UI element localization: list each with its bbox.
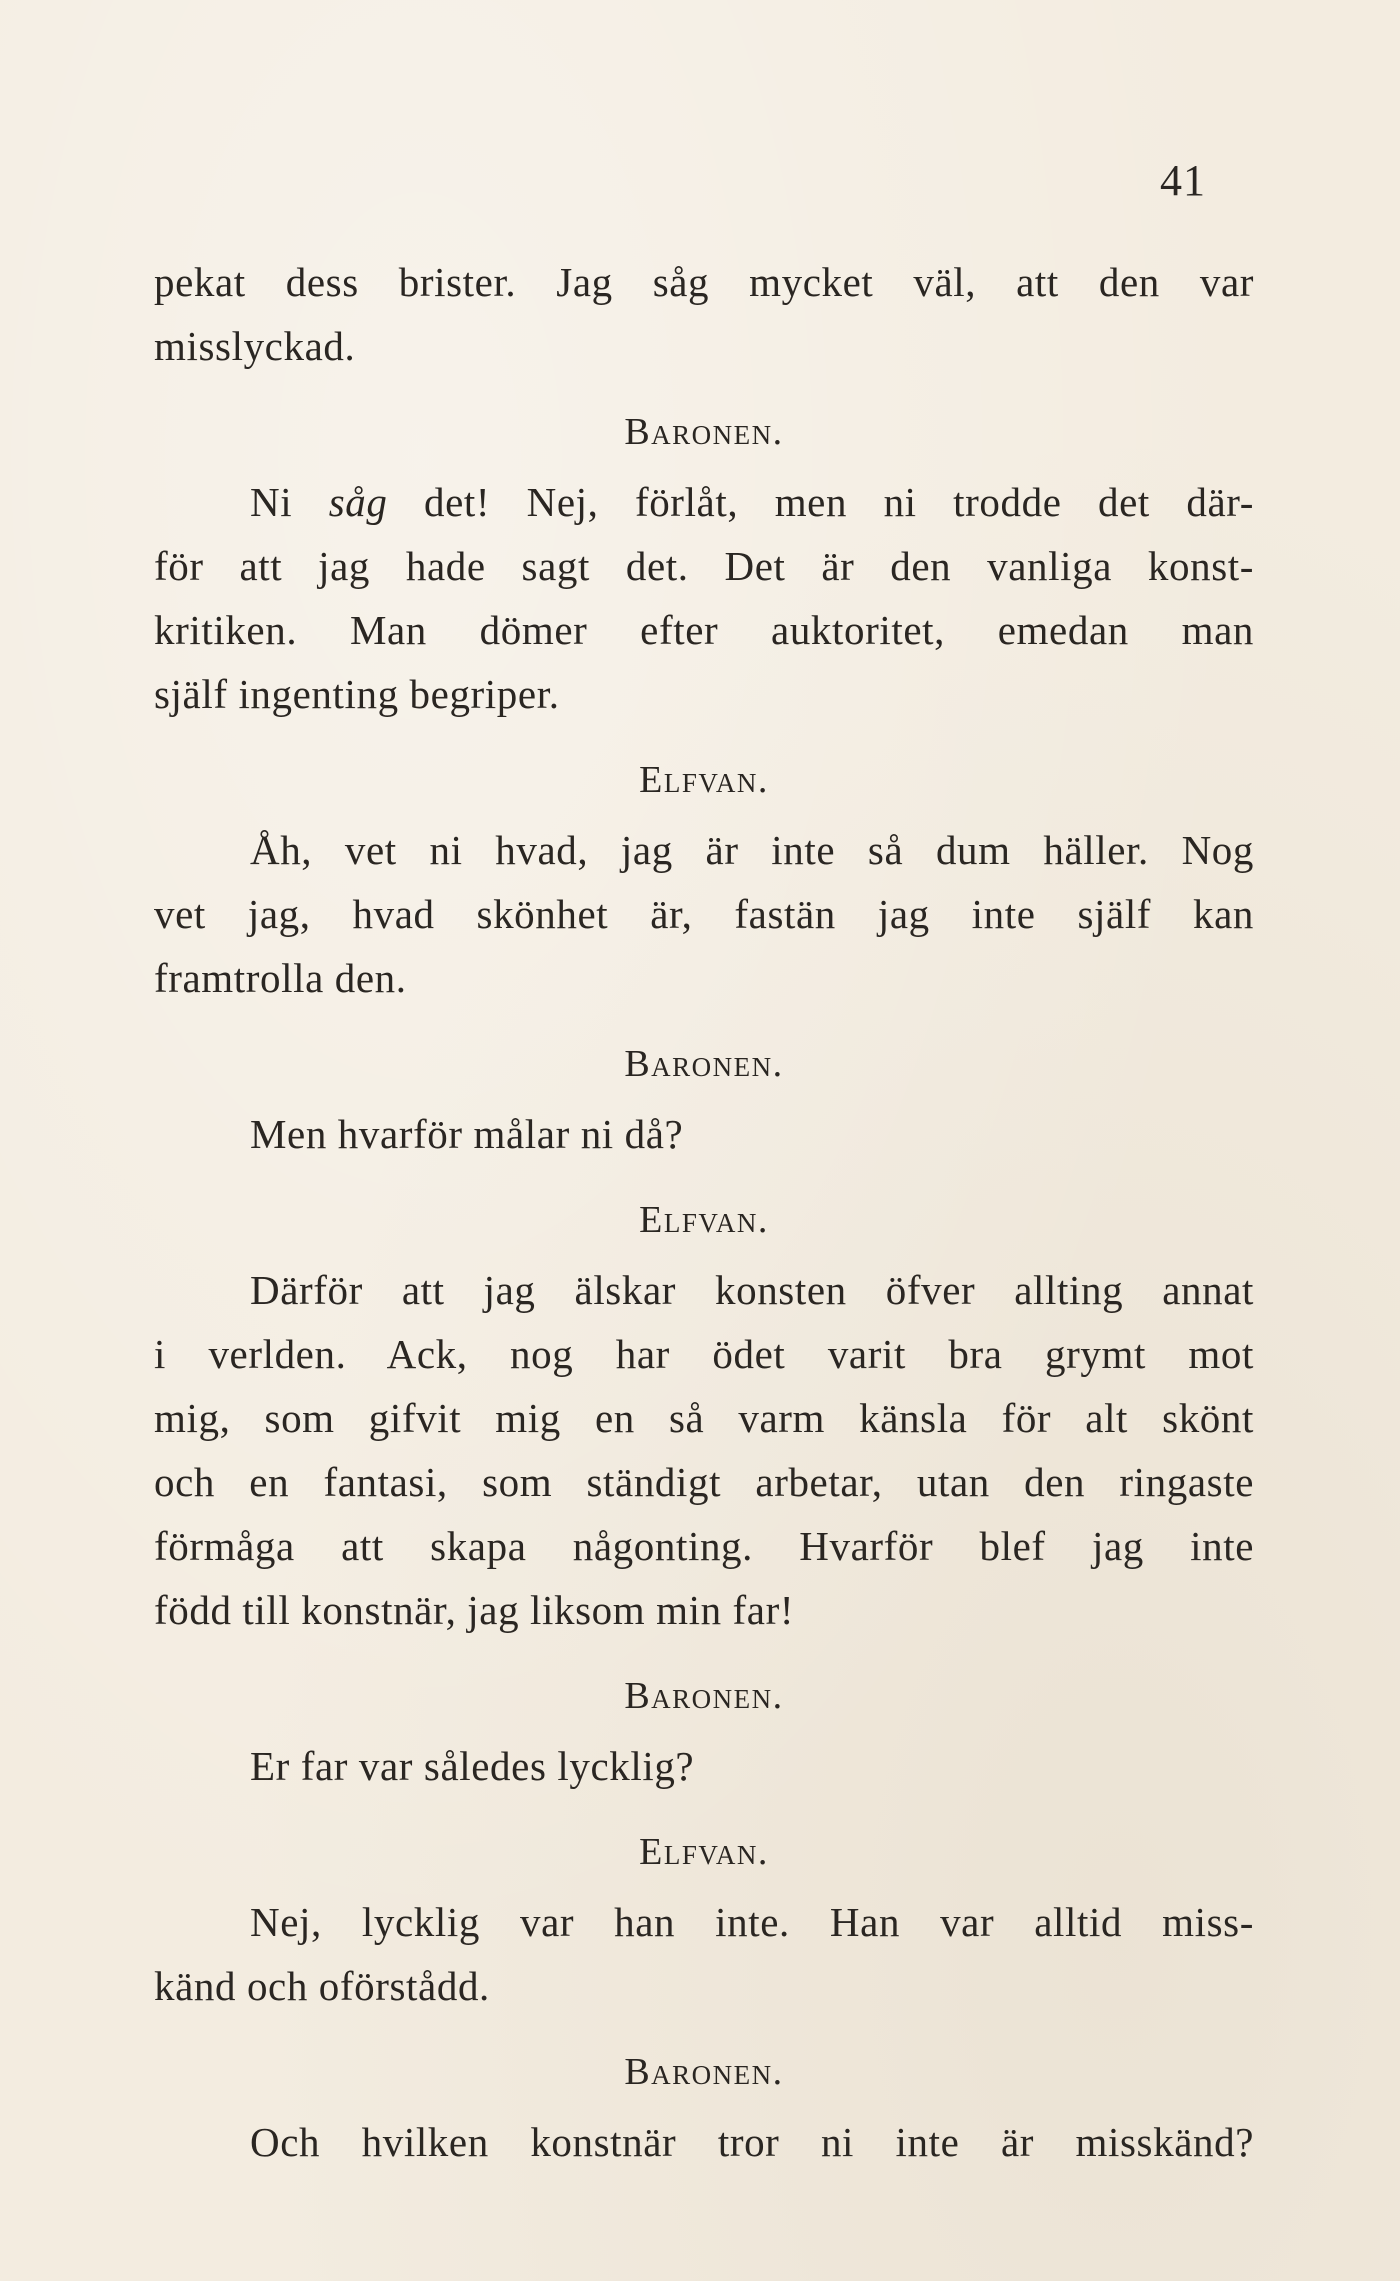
- text-line: Därför att jag älskar konsten öfver allting annat: [250, 1267, 1254, 1313]
- text-line: född till konstnär, jag liksom min far!: [154, 1587, 795, 1633]
- text-line: själf ingenting begriper.: [154, 671, 560, 717]
- dialogue-paragraph: [154, 818, 1254, 1010]
- text-line: och en fantasi, som ständigt arbetar, utan den ringaste: [154, 1459, 1254, 1505]
- text-line: vet jag, hvad skönhet är, fastän jag inte själf kan: [154, 891, 1254, 937]
- text-line: mig, som gifvit mig en så varm känsla för alt skönt: [154, 1395, 1254, 1441]
- speaker-name: Baronen.: [624, 1675, 784, 1717]
- text-line: pekat dess brister. Jag såg mycket väl, att den var: [154, 259, 1254, 305]
- text-span: det! Nej, förlåt, men ni trodde det där-: [387, 479, 1254, 525]
- text-line: förmåga att skapa någonting. Hvarför blef jag inte: [154, 1523, 1254, 1569]
- speaker-name: Baronen.: [624, 411, 784, 453]
- speaker-name: Elfvan.: [639, 759, 769, 801]
- text-line: Åh, vet ni hvad, jag är inte så dum häller. Nog: [250, 827, 1254, 873]
- dialogue-paragraph: [154, 470, 1254, 726]
- text-line: Nej, lycklig var han inte. Han var alltid miss-: [250, 1899, 1254, 1945]
- text-line: Men hvarför målar ni då?: [250, 1111, 684, 1157]
- dialogue-paragraph: [154, 1734, 1254, 1798]
- dialogue-paragraph: [154, 2110, 1254, 2174]
- text-line: Er far var således lycklig?: [250, 1743, 695, 1789]
- text-line: för att jag hade sagt det. Det är den vanliga konst-: [154, 543, 1254, 589]
- body-text: [154, 250, 1254, 2174]
- text-line: kritiken. Man dömer efter auktoritet, emedan man: [154, 607, 1254, 653]
- page-number: 41: [1160, 156, 1206, 205]
- dialogue-paragraph: [154, 250, 1254, 378]
- text-line: [154, 470, 1254, 534]
- speaker-name: Baronen.: [624, 1043, 784, 1085]
- text-line: misslyckad.: [154, 323, 356, 369]
- dialogue-paragraph: [154, 1890, 1254, 2018]
- speaker-name: Elfvan.: [639, 1199, 769, 1241]
- speaker-name: Baronen.: [624, 2051, 784, 2093]
- text-line: i verlden. Ack, nog har ödet varit bra grymt mot: [154, 1331, 1254, 1377]
- text-line: känd och oförstådd.: [154, 1963, 490, 2009]
- text-line: Och hvilken konstnär tror ni inte är misskänd?: [250, 2119, 1254, 2165]
- dialogue-paragraph: [154, 1258, 1254, 1642]
- emphasis-span: såg: [328, 479, 388, 525]
- dialogue-paragraph: [154, 1102, 1254, 1166]
- text-line: framtrolla den.: [154, 955, 407, 1001]
- speaker-name: Elfvan.: [639, 1831, 769, 1873]
- text-span: Ni: [250, 479, 329, 525]
